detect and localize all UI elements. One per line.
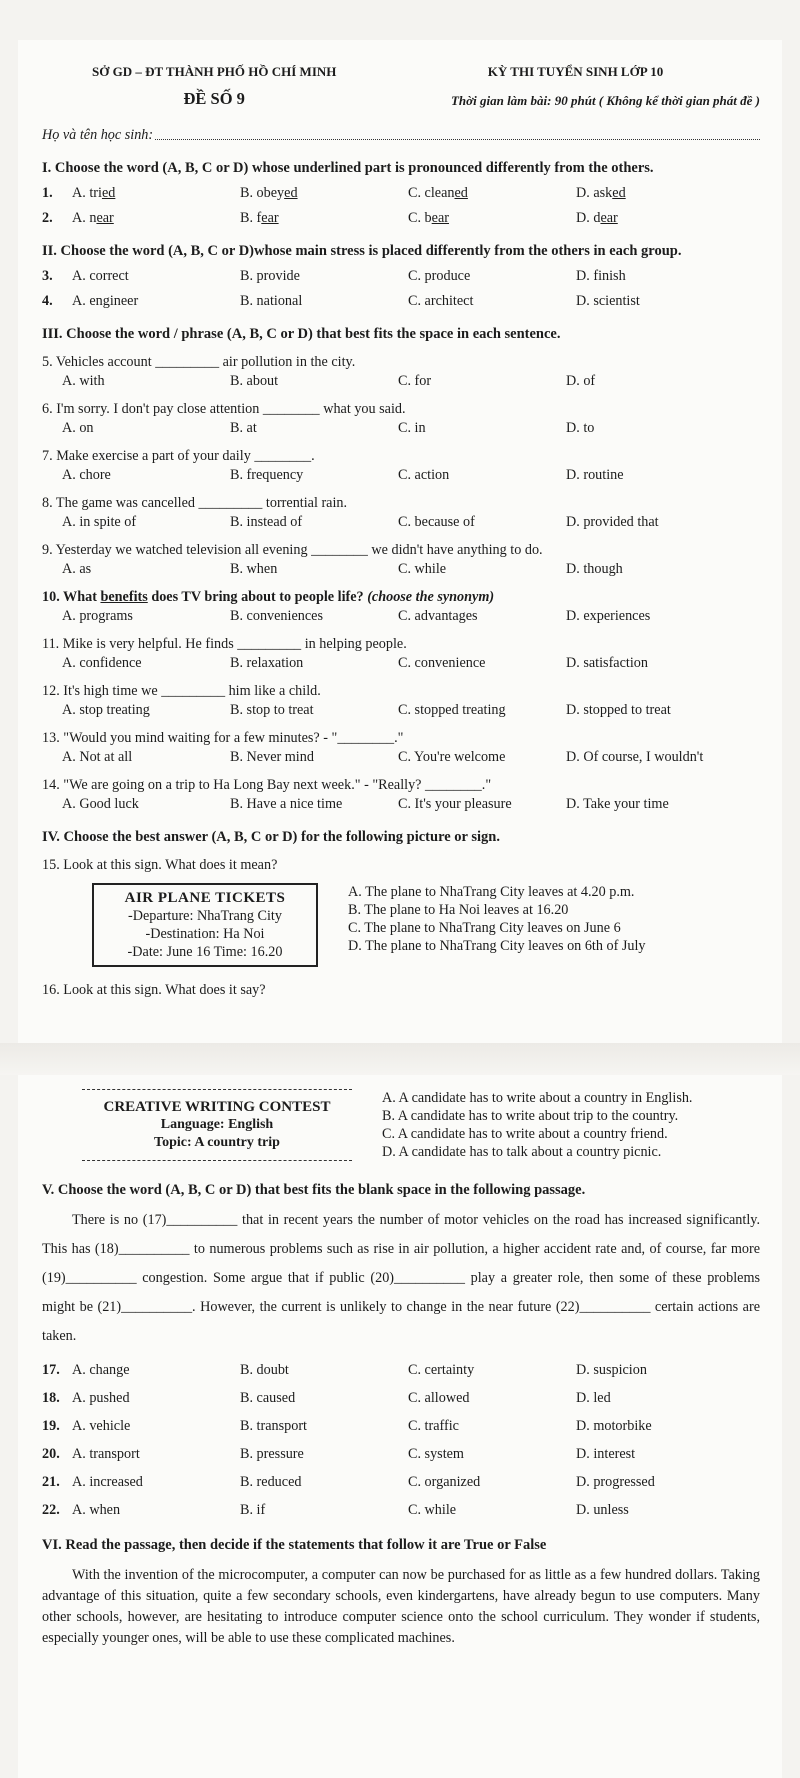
answer-options: A. The plane to NhaTrang City leaves at 4.20 p.m. B. The plane to Ha Noi leaves at 16.20 C. The plane to NhaTrang City leaves on June 6 D. The plane to NhaTrang City leaves on 6th of July [348, 884, 646, 954]
question-19: 19. A. vehicle B. transport C. traffic D. motorbike [42, 1418, 652, 1434]
option-d: D. dear [576, 210, 618, 226]
question-5: 5. Vehicles account _________ air pollution in the city. A. with B. about C. for D. of [42, 353, 760, 391]
question-3: 3. A. correct B. provide C. produce D. finish [42, 268, 626, 284]
section-2-title: II. Choose the word (A, B, C or D)whose main stress is placed differently from the others in each group. [42, 243, 682, 259]
question-stem: 10. What benefits does TV bring about to people life? (choose the synonym) [42, 589, 495, 605]
section-6-title: VI. Read the passage, then decide if the statements that follow it are True or False [42, 1537, 547, 1553]
question-15 [42, 856, 760, 967]
question-stem: 7. Make exercise a part of your daily ________. [42, 448, 315, 464]
option-a: A. near [72, 210, 114, 226]
question-stem: 11. Mike is very helpful. He finds _________ in helping people. [42, 636, 407, 652]
question-stem: 5. Vehicles account _________ air pollution in the city. [42, 354, 356, 370]
question-16 [42, 1089, 760, 1161]
question-stem: 9. Yesterday we watched television all evening ________ we didn't have anything to do. [42, 542, 543, 558]
question-8: 8. The game was cancelled _________ torrential rain. A. in spite of B. instead of C. because of D. provided that [42, 494, 760, 532]
page-break [0, 1043, 800, 1075]
question-7: 7. Make exercise a part of your daily ________. A. chore B. frequency C. action D. routine [42, 447, 760, 485]
question-13: 13. "Would you mind waiting for a few minutes? - "________." A. Not at all B. Never mind C. You're welcome D. Of course, I wouldn't [42, 729, 760, 767]
exam-header [42, 62, 760, 110]
exam-number: ĐỀ SỐ 9 [183, 89, 245, 108]
section-1-title: I. Choose the word (A, B, C or D) whose underlined part is pronounced differently from the others. [42, 160, 654, 176]
option-c: C. cleaned [408, 185, 468, 201]
section-4-title: IV. Choose the best answer (A, B, C or D) for the following picture or sign. [42, 829, 500, 845]
question-stem: 6. I'm sorry. I don't pay close attention ________ what you said. [42, 401, 406, 417]
question-22: 22. A. when B. if C. while D. unless [42, 1502, 629, 1518]
option-d: D. asked [576, 185, 626, 201]
exam-name: KỲ THI TUYỂN SINH LỚP 10 [487, 64, 664, 79]
exam-time: Thời gian làm bài: 90 phút ( Không kể thời gian phát đề ) [450, 93, 760, 108]
cloze-passage: There is no (17)__________ that in recent years the number of motor vehicles on the road has increased significantly. This has (18)__________ to numerous problems such as rise in air pollution, a higher accident rate and, of course, far more (19)__________ congestion. Some argue that if public (20)__________ play a greater role, then some of these problems might be (21)__________. However, the current is unlikely to change in the near future (22)__________ certain actions are taken. [42, 1212, 760, 1344]
student-name-label: Họ và tên học sinh: [42, 127, 154, 143]
section-5-title: V. Choose the word (A, B, C or D) that best fits the blank space in the following passage. [42, 1182, 586, 1198]
question-stem: 15. Look at this sign. What does it mean? [42, 857, 278, 873]
student-name-blank [155, 126, 760, 140]
question-9: 9. Yesterday we watched television all evening ________ we didn't have anything to do. A. as B. when C. while D. though [42, 541, 760, 579]
question-stem: 8. The game was cancelled _________ torrential rain. [42, 495, 348, 511]
airplane-ticket-sign: AIR PLANE TICKETS -Departure: NhaTrang City -Destination: Ha Noi -Date: June 16 Time: 16.20 [92, 883, 318, 967]
question-10: 10. What benefits does TV bring about to people life? (choose the synonym) A. programs B. conveniences C. advantages D. experiences [42, 588, 760, 626]
section-3-title: III. Choose the word / phrase (A, B, C or D) that best fits the space in each sentence. [42, 326, 561, 342]
question-21: 21. A. increased B. reduced C. organized D. progressed [42, 1474, 655, 1490]
question-1: 1. A. tried B. obeyed C. cleaned D. asked [42, 184, 760, 203]
question-6: 6. I'm sorry. I don't pay close attention ________ what you said. A. on B. at C. in D. to [42, 400, 760, 438]
question-12: 12. It's high time we _________ him like a child. A. stop treating B. stop to treat C. stopped treating D. stopped to treat [42, 682, 760, 720]
option-a: A. tried [72, 185, 116, 201]
question-11: 11. Mike is very helpful. He finds _________ in helping people. A. confidence B. relaxation C. convenience D. satisfaction [42, 635, 760, 673]
question-4: 4. A. engineer B. national C. architect D. scientist [42, 293, 640, 309]
question-14: 14. "We are going on a trip to Ha Long Bay next week." - "Really? ________." A. Good luck B. Have a nice time C. It's your pleasure D. Take your time [42, 776, 760, 814]
option-c: C. bear [408, 210, 449, 226]
writing-contest-sign: CREATIVE WRITING CONTEST Language: English Topic: A country trip [82, 1089, 352, 1161]
question-20: 20. A. transport B. pressure C. system D. interest [42, 1446, 636, 1462]
question-stem: 14. "We are going on a trip to Ha Long Bay next week." - "Really? ________." [42, 777, 492, 793]
reading-passage: With the invention of the microcomputer, a computer can now be purchased for as little as a few hundred dollars. Taking advantage of this situation, quite a few secondary schools, even kindergartens, have already begun to use computers. Many other schools, however, are hesitating to introduce computer science onto the school curriculum. They wonder if students, especially younger ones, will be able to use these complicated machines. [42, 1567, 760, 1646]
option-b: B. obeyed [240, 185, 298, 201]
question-16-stem: 16. Look at this sign. What does it say? [42, 982, 266, 998]
question-stem: 13. "Would you mind waiting for a few minutes? - "________." [42, 730, 404, 746]
question-17: 17. A. change B. doubt C. certainty D. suspicion [42, 1362, 647, 1378]
question-18: 18. A. pushed B. caused C. allowed D. led [42, 1390, 611, 1406]
sheet-top [18, 40, 782, 1043]
question-stem: 12. It's high time we _________ him like a child. [42, 683, 321, 699]
question-2: 2. A. near B. fear C. bear D. dear [42, 209, 760, 228]
sheet-bottom [18, 1075, 782, 1778]
answer-options: A. A candidate has to write about a country in English. B. A candidate has to write about trip to the country. C. A candidate has to write about a country friend. D. A candidate has to talk about a country picnic. [382, 1090, 693, 1160]
student-name-line [42, 126, 760, 145]
department-name: SỞ GD – ĐT THÀNH PHỐ HỒ CHÍ MINH [92, 64, 337, 79]
option-b: B. fear [240, 210, 279, 226]
